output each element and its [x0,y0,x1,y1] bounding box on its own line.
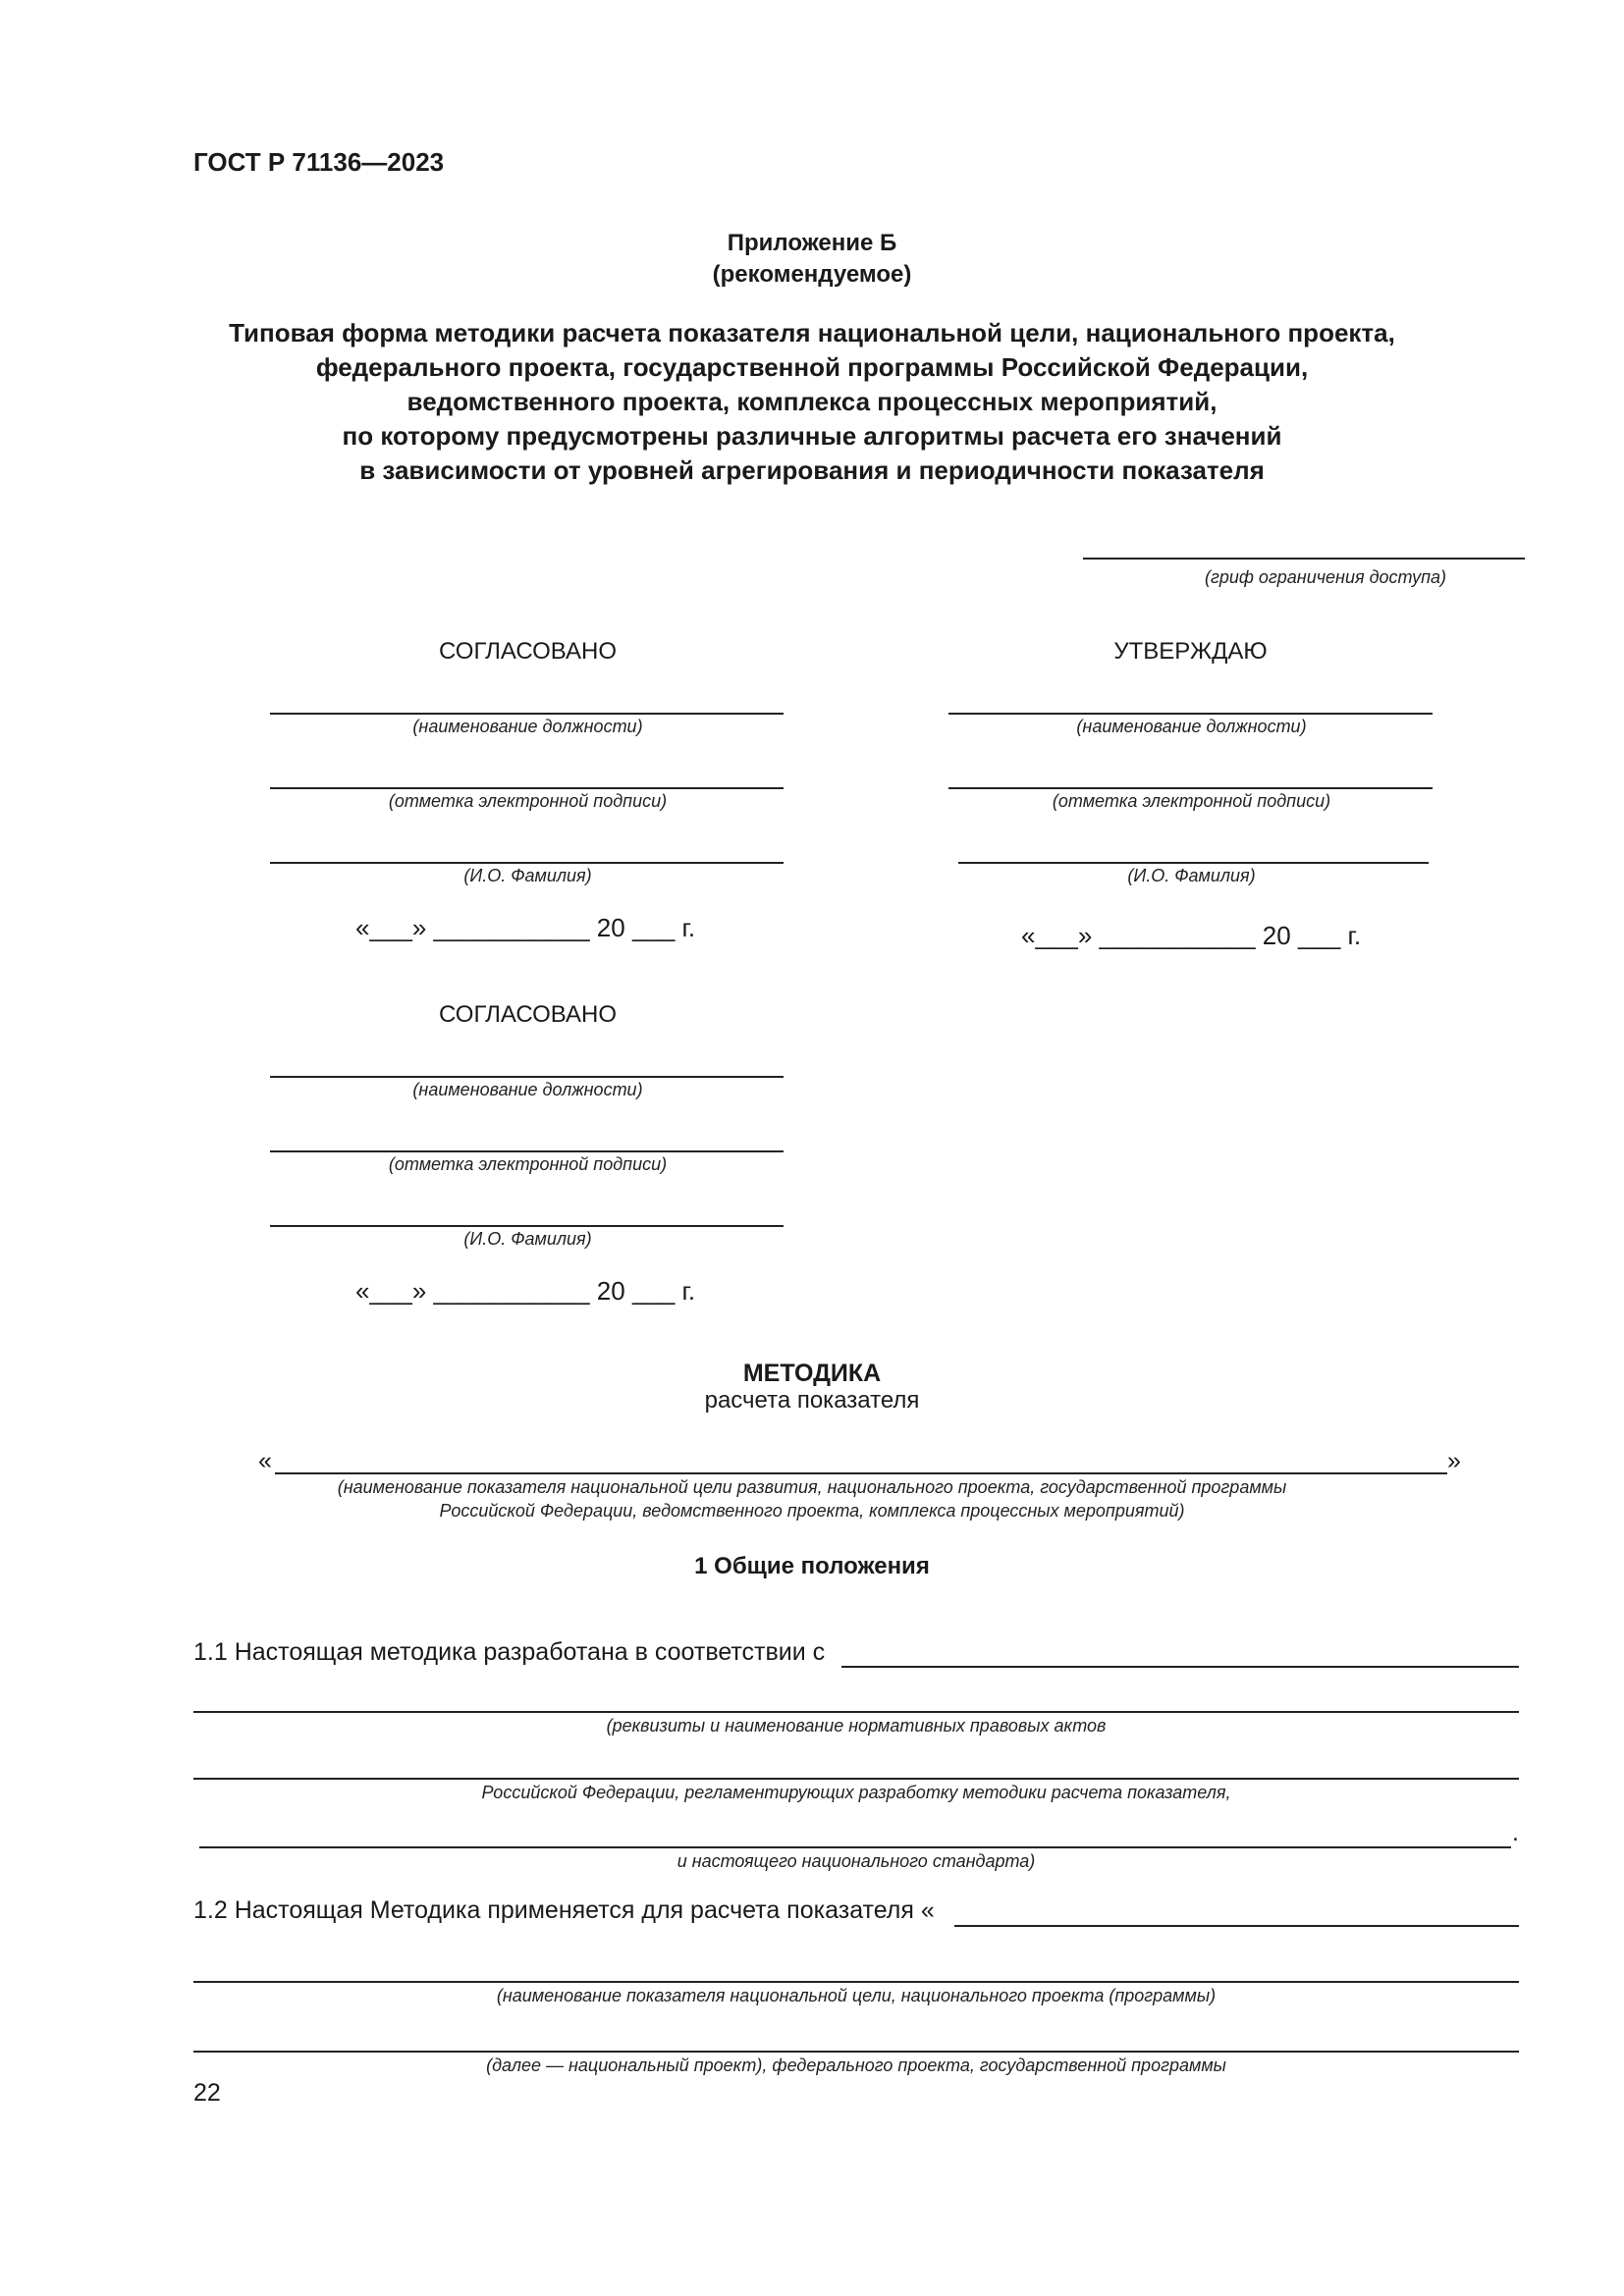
paragraph-1-1-caption: и настоящего национального стандарта) [677,1851,1036,1871]
approval-left-2-signature-caption: (отметка электронной подписи) [388,1154,668,1174]
paragraph-1-2-line[interactable] [193,1981,1519,1983]
paragraph-1-2-caption: (далее — национальный проект), федерального проекта, государственной программы [486,2056,1226,2075]
approval-right-date[interactable]: «___» ___________ 20 ___ г. [1021,921,1362,950]
paragraph-1-1: 1.1 Настоящая методика разработана в соответствии с [193,1638,826,1666]
methodology-caption: (наименование показателя национальной цели развития, национального проекта, государственной программы [337,1477,1287,1497]
approval-left-2-label: СОГЛАСОВАНО [438,1001,618,1028]
paragraph-1-1-caption: Российской Федерации, регламентирующих разработку методики расчета показателя, [481,1783,1231,1802]
appendix-heading [0,228,1624,291]
methodology-close-quote: » [1447,1447,1461,1474]
methodology-caption: Российской Федерации, ведомственного проекта, комплекса процессных мероприятий) [439,1501,1185,1521]
methodology-indicator-line[interactable] [275,1472,1447,1474]
approval-left-1-position-caption: (наименование должности) [412,717,643,736]
approval-left-2-position-line[interactable] [270,1076,784,1078]
approval-right-name-caption: (И.О. Фамилия) [1127,866,1256,885]
approval-left-2-name-caption: (И.О. Фамилия) [463,1229,592,1249]
access-restriction-line[interactable] [1083,558,1525,560]
paragraph-1-2-line[interactable] [954,1925,1519,1927]
appendix-status: (рекомендуемое) [712,261,912,288]
approval-left-2-date[interactable]: «___» ___________ 20 ___ г. [355,1276,696,1306]
methodology-title: МЕТОДИКА [742,1360,882,1387]
methodology-open-quote: « [258,1447,272,1474]
approval-left-2-signature-line[interactable] [270,1150,784,1152]
approval-right-position-line[interactable] [948,713,1433,715]
approval-left-2-name-line[interactable] [270,1225,784,1227]
section-1-title: 1 Общие положения [694,1553,930,1579]
approval-left-2-position-caption: (наименование должности) [412,1080,643,1099]
approval-left-1-date[interactable]: «___» ___________ 20 ___ г. [355,913,696,942]
form-title-line: ведомственного проекта, комплекса процессных мероприятий, [406,387,1218,416]
approval-right-signature-caption: (отметка электронной подписи) [1052,791,1331,811]
approval-right-label: УТВЕРЖДАЮ [1113,638,1268,665]
appendix-title: Приложение Б [727,230,897,256]
approval-left-1-position-line[interactable] [270,713,784,715]
access-restriction-caption: (гриф ограничения доступа) [1204,567,1447,587]
approval-left-1-label: СОГЛАСОВАНО [438,638,618,665]
paragraph-1-1-line[interactable] [193,1778,1519,1780]
standard-designation: ГОСТ Р 71136—2023 [193,147,445,177]
paragraph-1-2: 1.2 Настоящая Методика применяется для расчета показателя « [193,1896,935,1924]
paragraph-1-2-line[interactable] [193,2051,1519,2053]
form-title-line: Типовая форма методики расчета показателя национальной цели, национального проекта, [229,318,1395,347]
form-title-line: федерального проекта, государственной программы Российской Федерации, [315,352,1309,382]
form-title [0,316,1624,488]
paragraph-1-1-line[interactable] [841,1666,1519,1668]
methodology-subtitle: расчета показателя [704,1387,920,1414]
paragraph-1-1-caption: (реквизиты и наименование нормативных правовых актов [606,1716,1107,1735]
page-number: 22 [193,2079,221,2107]
approval-left-1-name-caption: (И.О. Фамилия) [463,866,592,885]
paragraph-1-1-line[interactable] [193,1711,1519,1713]
approval-left-1-signature-line[interactable] [270,787,784,789]
paragraph-1-2-caption: (наименование показателя национальной цели, национального проекта (программы) [496,1986,1217,2005]
approval-left-1-name-line[interactable] [270,862,784,864]
form-title-line: по которому предусмотрены различные алгоритмы расчета его значений [342,421,1282,451]
paragraph-1-1-line[interactable] [199,1846,1511,1848]
paragraph-1-1-period: . [1512,1819,1519,1846]
approval-right-signature-line[interactable] [948,787,1433,789]
approval-right-position-caption: (наименование должности) [1076,717,1307,736]
approval-left-1-signature-caption: (отметка электронной подписи) [388,791,668,811]
approval-right-name-line[interactable] [958,862,1429,864]
form-title-line: в зависимости от уровней агрегирования и периодичности показателя [359,455,1265,485]
